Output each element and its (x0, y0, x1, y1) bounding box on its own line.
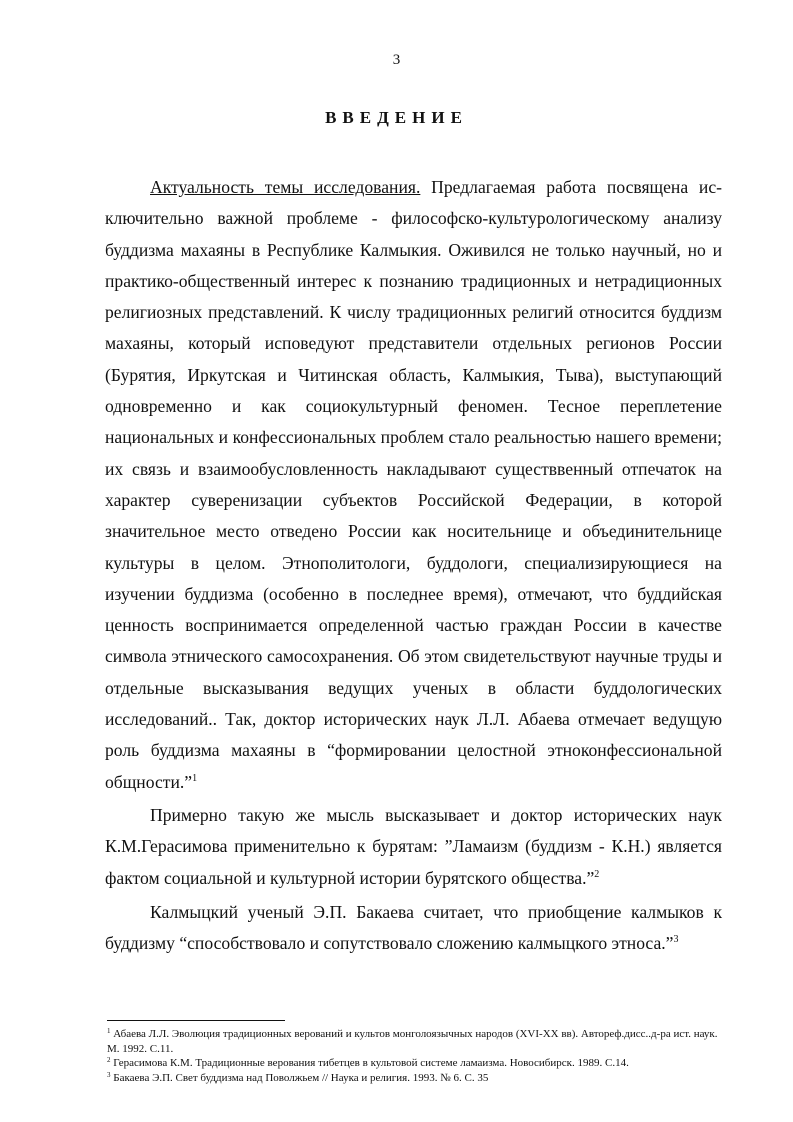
body-text (105, 172, 722, 959)
footnote-text: Бакаева Э.П. Свет буддизма над Поволжьем // Наука и религия. 1993. № 6. С. 35 (110, 1071, 489, 1084)
footnotes (107, 1027, 727, 1085)
paragraph-relevance (105, 172, 722, 798)
section-heading: ВВЕДЕНИЕ (325, 108, 468, 127)
footnote-mark: 3 (107, 1070, 111, 1079)
paragraph-gerasimova (105, 800, 722, 894)
footnote-3 (107, 1071, 727, 1086)
footnote-2 (107, 1056, 727, 1071)
footnote-ref-1: 1 (192, 772, 198, 784)
footnote-divider (107, 1020, 285, 1021)
footnote-mark: 2 (107, 1056, 111, 1065)
paragraph-bakaeva (105, 897, 722, 960)
footnote-ref-3: 3 (673, 934, 679, 946)
paragraph-text: Калмыцкий ученый Э.П. Бакаева считает, что приобщение калмыков к буддизму “способствовало и сопутствовало сложению калмыцкого этноса.” (105, 901, 722, 954)
page-number: 3 (392, 52, 401, 68)
footnote-mark: 1 (107, 1027, 111, 1035)
paragraph-text: Примерно такую же мысль высказывает и доктор исторических наук К.М.Герасимова применительно к бурятам: ”Ламаизм (буддизм - К.Н.) является фактом социальной и культурной истории бурятского общества.” (105, 804, 722, 888)
paragraph-text: Предлагаемая работа посвящена исключительно важной проблеме - философско-культурологическому анализу буддизма махаяны в Республике Калмыкия. Оживился не только научный, но и практико-общественный интерес к познанию традиционных и нетрадиционных религиозных представлений. К числу традиционных религий относится буддизм махаяны, который исповедуют представители отдельных регионов России (Бурятия, Иркутская и Читинская область, Калмыкия, Тыва), выступающий одновременно и как социокультурный феномен. Тесное переплетение национальных и конфессиональных проблем стало реальностью нашего времени; их связь и взаимообусловленность накладывают существвенный отпечаток на характер суверенизации субъектов Российской Федерации, в которой значительное место отведено России как носительнице и объединительнице культуры в целом. Этнополитологи, буддологи, специализирующиеся на изучении буддизма (особенно в последнее время), отмечают, что буддийская ценность воспринимается определенной частью граждан России в качестве символа этнического самосохранения. Об этом свидетельствуют научные труды и отдельные высказывания ведущих ученых в области буддологических исследований.. Так, доктор исторических наук Л.Л. Абаева отмечает ведущую роль буддизма махаяны в “формировании целостной этноконфессиональной общности.” (105, 177, 722, 792)
footnote-ref-2: 2 (594, 868, 600, 880)
footnote-1 (107, 1027, 727, 1056)
relevance-lead: Актуальность темы исследования. (150, 177, 421, 197)
footnote-text: Герасимова К.М. Традиционные верования тибетцев в культовой системе ламаизма. Новосибирск. 1989. С.14. (110, 1057, 629, 1070)
footnote-text: Абаева Л.Л. Эволюция традиционных верований и культов монголоязычных народов (XVI-XX вв). Автореф.дисс..д-ра ист. наук. М. 1992. С.11. (107, 1028, 718, 1055)
